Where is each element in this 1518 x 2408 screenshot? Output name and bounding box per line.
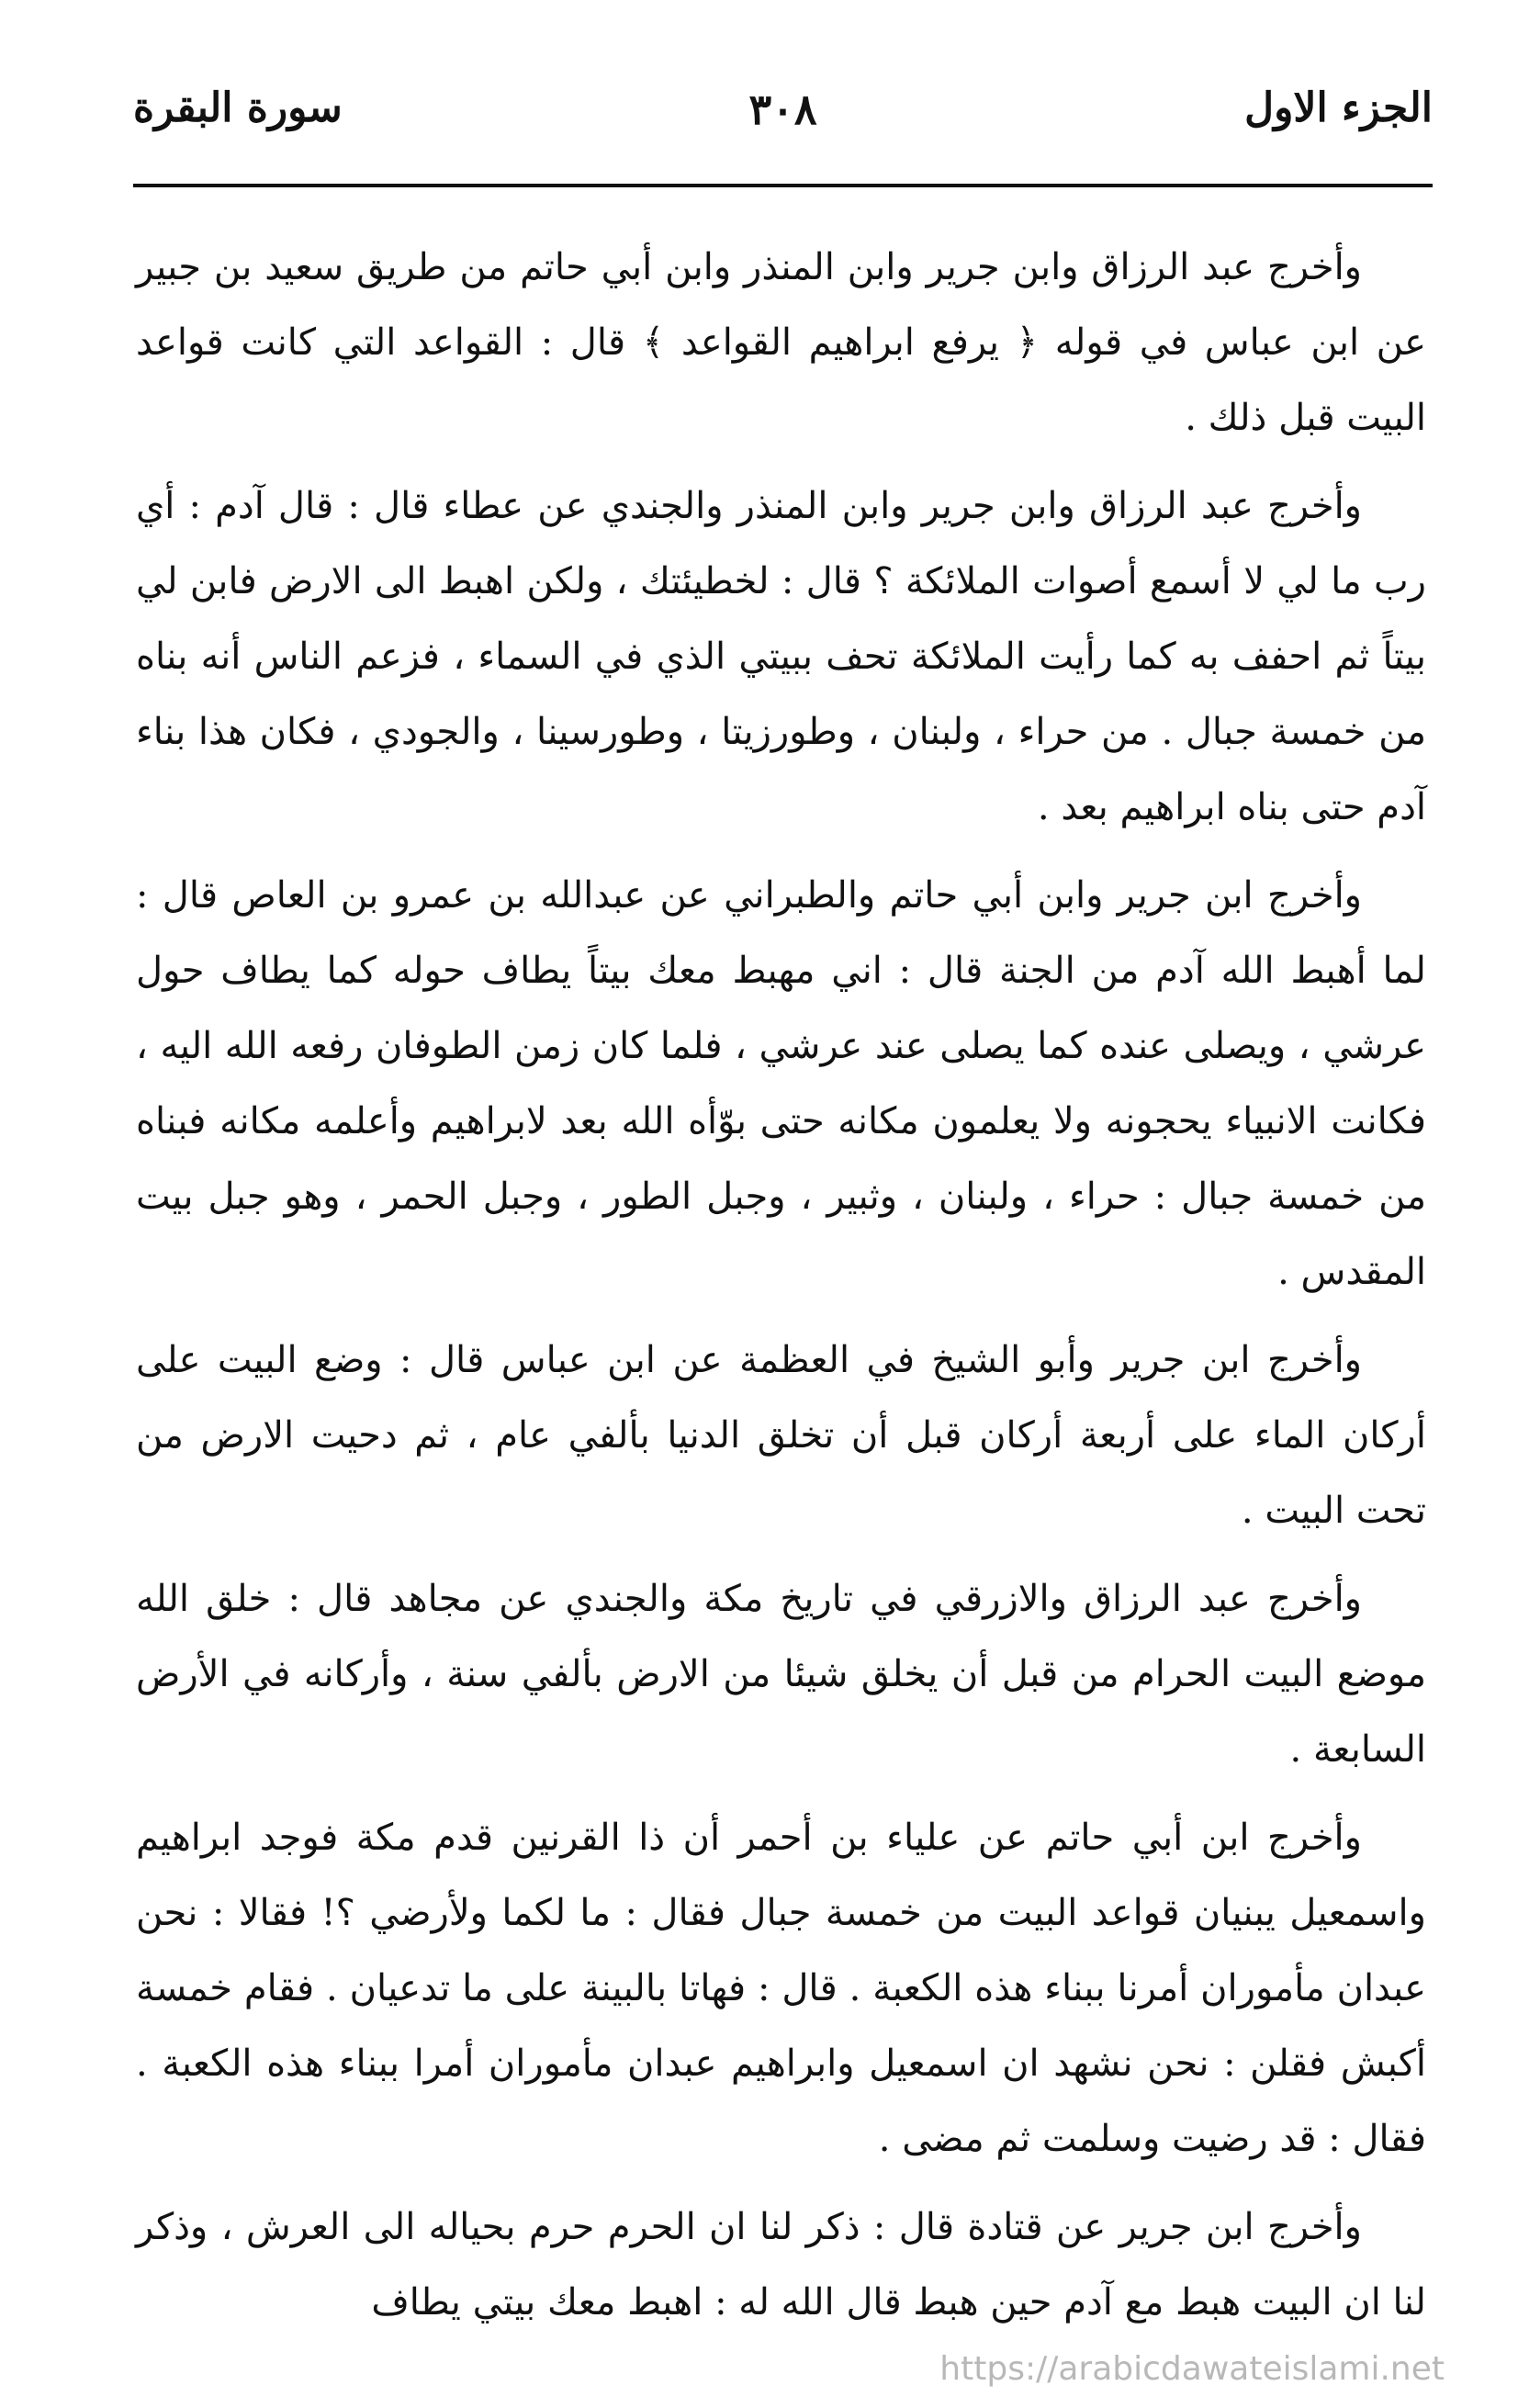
paragraph: وأخرج ابن جرير عن قتادة قال : ذكر لنا ان الحرم حرم بحياله الى العرش ، وذكر لنا ان البيت هبط مع آدم حين هبط قال الله له : اهبط معك بيتي يطاف [136, 2206, 1426, 2324]
watermark-url: https://arabicdawateislami.net [939, 2350, 1445, 2388]
page-header [133, 84, 1433, 149]
paragraph: وأخرج عبد الرزاق والازرقي في تاريخ مكة والجندي عن مجاهد قال : خلق الله موضع البيت الحرام من قبل أن يخلق شيئا من الارض بألفي سنة ، وأركانه في الأرض السابعة . [136, 1578, 1426, 1771]
paragraph: وأخرج ابن جرير وابن أبي حاتم والطبراني عن عبدالله بن عمرو بن العاص قال : لما أهبط الله آدم من الجنة قال : اني مهبط معك بيتاً يطاف حوله كما يطاف حول عرشي ، ويصلى عنده كما يصلى عند عرشي ، فلما كان زمن الطوفان رفعه الله اليه ، فكانت الانبياء يحجونه ولا يعلمون مكانه حتى بوّأه الله بعد لابراهيم وأعلمه مكانه فبناه من خمسة جبال : حراء ، ولبنان ، وثبير ، وجبل الطور ، وجبل الحمر ، وهو جبل بيت المقدس . [136, 874, 1427, 1293]
volume-label: الجزء الاول [1244, 84, 1433, 131]
surah-title: سورة البقرة [133, 84, 343, 131]
paragraph: وأخرج عبد الرزاق وابن جرير وابن المنذر والجندي عن عطاء قال : قال آدم : أي رب ما لي لا أسمع أصوات الملائكة ؟ قال : لخطيئتك ، ولكن اهبط الى الارض فابن لي بيتاً ثم احفف به كما رأيت الملائكة تحف ببيتي الذي في السماء ، فزعم الناس أنه بناه من خمسة جبال . من حراء ، ولبنان ، وطورزيتا ، وطورسينا ، والجودي ، فكان هذا بناء آدم حتى بناه ابراهيم بعد . [136, 485, 1426, 828]
paragraph: وأخرج عبد الرزاق وابن جرير وابن المنذر وابن أبي حاتم من طريق سعيد بن جبير عن ابن عباس في قوله ﴿ يرفع ابراهيم القواعد ﴾ قال : القواعد التي كانت قواعد البيت قبل ذلك . [136, 246, 1426, 439]
page-body [136, 230, 1426, 2353]
paragraph: وأخرج ابن أبي حاتم عن علياء بن أحمر أن ذا القرنين قدم مكة فوجد ابراهيم واسمعيل يبنيان قواعد البيت من خمسة جبال فقال : ما لكما ولأرضي ؟! فقالا : نحن عبدان مأموران أمرنا ببناء هذه الكعبة . قال : فهاتا بالبينة على ما تدعيان . فقام خمسة أكبش فقلن : نحن نشهد ان اسمعيل وابراهيم عبدان مأموران أمرا ببناء هذه الكعبة . فقال : قد رضيت وسلمت ثم مضى . [136, 1817, 1426, 2160]
header-divider [133, 184, 1433, 187]
paragraph: وأخرج ابن جرير وأبو الشيخ في العظمة عن ابن عباس قال : وضع البيت على أركان الماء على أربعة أركان قبل أن تخلق الدنيا بألفي عام ، ثم دحيت الارض من تحت البيت . [136, 1339, 1426, 1532]
page-number: ٣٠٨ [748, 84, 817, 134]
